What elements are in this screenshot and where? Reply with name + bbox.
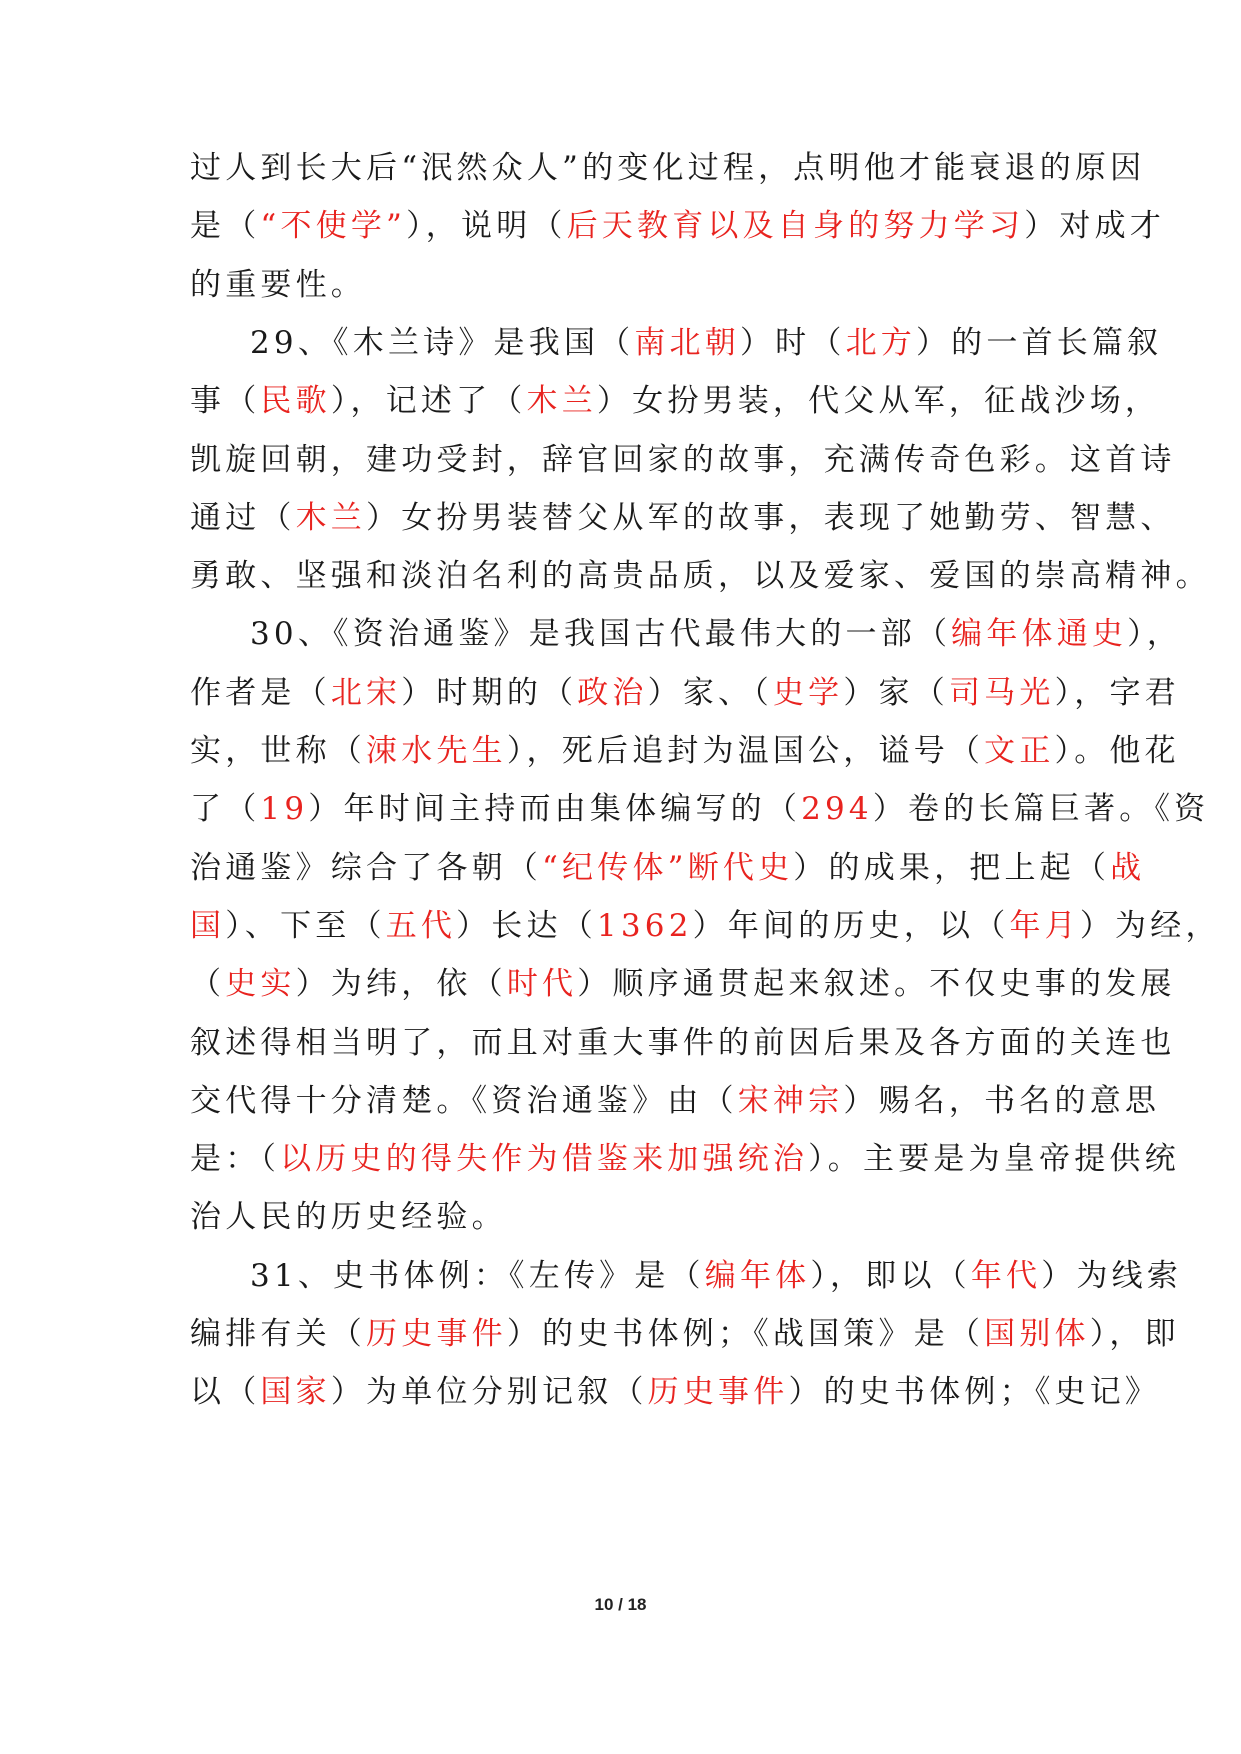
body-text-segment: ）的史书体例；《战国策》是（ [506,1316,985,1352]
text-line [190,1314,1180,1354]
text-line [190,1081,1160,1121]
answer-text: 1362 [596,907,693,944]
answer-text: 国家 [260,1374,331,1411]
answer-text: 以历史的得失作为借鉴来加强统治 [280,1141,809,1178]
body-text-segment: ）为线索 [1041,1257,1183,1294]
text-line [190,265,366,305]
body-text-segment: ）女扮男装，代父从军，征战沙场， [596,383,1161,420]
body-text-segment: ）赐名，书名的意思 [843,1082,1161,1119]
answer-text: 司马光 [948,674,1055,711]
body-text-segment: ），即 [1089,1316,1180,1352]
answer-text: “纪传体”断代史 [542,849,794,886]
body-text-segment: 治人民的历史经验。 [190,1199,507,1236]
body-text-segment: ）长达（ [456,907,597,944]
answer-text: 木兰 [295,499,367,536]
body-text-segment: 作者是（ [190,674,331,711]
body-text-segment: ）家（ [843,674,949,711]
body-text-segment: ）的成果，把上起（ [793,849,1111,886]
text-line [190,498,1176,538]
body-text-segment: ），记述了（ [330,383,527,420]
text-line [190,1139,1180,1179]
body-text-segment: ）卷的长篇巨著。《资 [872,791,1210,828]
text-line [190,1372,1160,1412]
answer-text: 战 [1110,849,1146,886]
body-text-segment: 的重要性。 [190,266,366,303]
body-text-segment: 30、《资治通鉴》是我国古代最伟大的一部（ [250,616,952,653]
answer-text: 史学 [772,674,844,711]
text-line [190,381,1160,421]
answer-text: 五代 [385,907,457,944]
answer-text: 木兰 [526,383,597,420]
answer-text: 编年体通史 [951,616,1128,653]
answer-text: 北宋 [330,674,402,711]
answer-text: 民歌 [260,383,331,420]
body-text-segment: ）年时间主持而由集体编写的（ [308,791,802,828]
text-line [190,673,1180,713]
answer-text: 19 [260,791,309,828]
answer-text: 宋神宗 [737,1082,844,1119]
body-text-segment: 事（ [190,383,261,420]
answer-text: “不使学” [260,208,407,245]
body-text-segment: ）家、（ [647,674,773,711]
text-line [190,731,1180,771]
text-line [250,323,1162,363]
body-text-segment: ）年间的历史，以（ [692,907,1010,944]
body-text-segment: ）为经， [1079,907,1221,944]
body-text-segment: ）， [1127,616,1183,653]
answer-text: 北方 [845,324,916,361]
body-text-segment: ）时（ [739,324,846,361]
body-text-segment: ），死后追封为温国公，谥号（ [506,733,985,769]
body-text-segment: 是（ [190,208,261,245]
body-text-segment: ）的史书体例；《史记》 [788,1374,1161,1411]
body-text-segment: 叙述得相当明了，而且对重大事件的前因后果及各方面的关连也 [190,1024,1176,1061]
page-number: 10 / 18 [594,1595,647,1614]
body-text-segment: （ [190,966,226,1003]
answer-text: 年代 [970,1257,1042,1294]
body-text-segment: 凯旋回朝，建功受封，辞官回家的故事，充满传奇色彩。这首诗 [190,441,1176,478]
answer-text: 涑水先生 [366,733,507,769]
body-text-segment: ）为纬，依（ [295,966,507,1003]
answer-text: 国 [190,907,226,944]
body-text-segment: ）。他花 [1054,733,1180,769]
answer-text: 编年体 [704,1257,811,1294]
body-text-segment: ），字君 [1054,674,1180,711]
body-text-segment: 29、《木兰诗》是我国（ [250,324,635,361]
body-text-segment: ）时期的（ [401,674,578,711]
answer-text: 历史事件 [366,1316,507,1352]
answer-text: 历史事件 [647,1374,789,1411]
text-line [190,964,1176,1004]
body-text-segment: 是：（ [190,1141,281,1178]
answer-text: 政治 [577,674,648,711]
text-line [190,848,1145,888]
answer-text: 国别体 [984,1316,1090,1352]
body-text-segment: 治通鉴》综合了各朝（ [190,849,542,886]
body-text-segment: ），即以（ [810,1257,971,1294]
body-text-segment: ）为单位分别记叙（ [330,1374,648,1411]
answer-text: 史实 [225,966,296,1003]
body-text-segment: ）对成才 [1024,208,1166,245]
body-text-segment: ）、下至（ [225,907,386,944]
body-text-segment: 了（ [190,791,261,828]
body-text-segment: 31、史书体例：《左传》是（ [250,1257,705,1294]
body-text-segment: ）女扮男装替父从军的故事，表现了她勤劳、智慧、 [366,499,1176,536]
body-text-segment: 编排有关（ [190,1316,366,1352]
body-text-segment: 以（ [190,1374,261,1411]
answer-text: 时代 [506,966,578,1003]
answer-text: 294 [801,791,873,828]
text-line [190,906,1221,946]
body-text-segment: 通过（ [190,499,296,536]
body-text-segment: ）的一首长篇叙 [915,324,1163,361]
text-line [250,1256,1182,1296]
body-text-segment: ）。主要是为皇帝提供统 [808,1141,1180,1178]
text-line [190,789,1209,829]
text-line [190,1023,1176,1063]
text-line [190,556,1211,596]
body-text-segment: 实，世称（ [190,733,366,769]
body-text-segment: 勇敢、坚强和淡泊名利的高贵品质，以及爱家、爱国的崇高精神。 [190,558,1211,595]
answer-text: 文正 [984,733,1055,769]
text-line [190,440,1176,480]
text-line [250,614,1182,654]
answer-text: 南北朝 [634,324,740,361]
text-line [190,1197,507,1237]
answer-text: 后天教育以及自身的努力学习 [566,208,1025,245]
body-text-segment: ）顺序通贯起来叙述。不仅史事的发展 [577,966,1176,1003]
text-line [190,148,1145,188]
text-line [190,206,1165,246]
answer-text: 年月 [1009,907,1080,944]
body-text-segment: 过人到长大后“泯然众人”的变化过程，点明他才能衰退的原因 [190,150,1146,186]
body-text-segment: 交代得十分清楚。《资治通鉴》由（ [190,1082,738,1119]
body-text-segment: ），说明（ [406,208,567,245]
